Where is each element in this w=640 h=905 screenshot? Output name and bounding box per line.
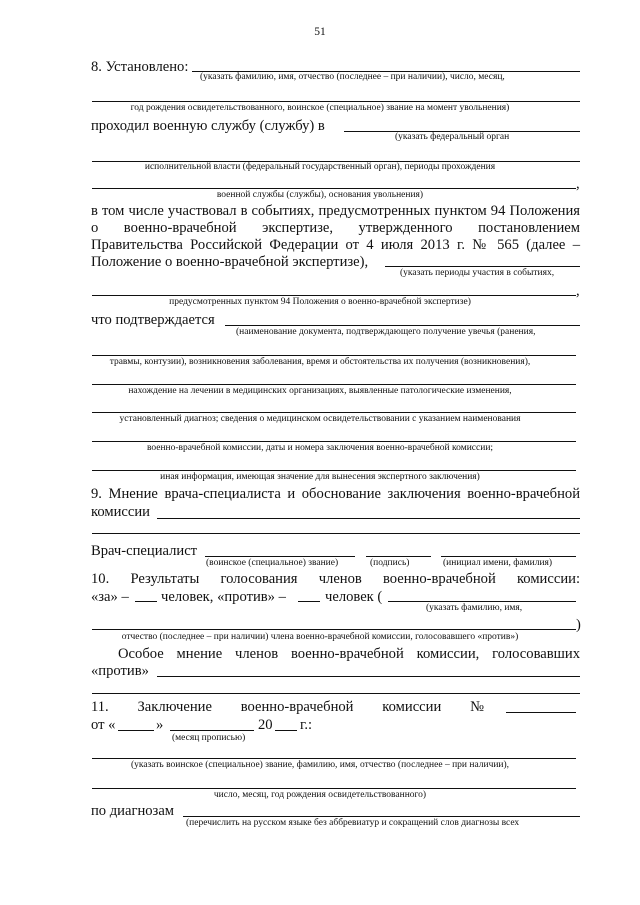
fill-line xyxy=(92,412,576,413)
paragraph-line: Правительства Российской Федерации от 4 июля 2013 г. № 565 (далее – xyxy=(91,237,580,253)
paragraph-line: Положение о военно-врачебной экспертизе), xyxy=(91,254,369,270)
fill-line xyxy=(157,676,580,677)
date-from-label: от « xyxy=(91,717,116,733)
hint-text: предусмотренных пунктом 94 Положения о военно-врачебной экспертизе) xyxy=(169,297,471,307)
fill-line xyxy=(366,556,431,557)
section-11-title: 11. Заключение военно-врачебной комиссии № xyxy=(91,699,484,715)
hint-text: иная информация, имеющая значение для вынесения экспертного заключения) xyxy=(160,472,480,482)
vote-za-label: «за» – xyxy=(91,589,129,605)
diagnosis-label: по диагнозам xyxy=(91,803,175,819)
fill-line xyxy=(157,518,580,519)
date-quote: » xyxy=(156,717,164,733)
vote-people-label: человек, «против» – xyxy=(161,589,286,605)
vote-people-label: человек ( xyxy=(325,589,383,605)
fill-line xyxy=(92,629,576,630)
hint-text: (указать фамилию, имя, xyxy=(426,603,523,613)
date-year: 20 xyxy=(258,717,273,733)
fill-line xyxy=(92,384,576,385)
fill-line xyxy=(92,355,576,356)
fill-line xyxy=(92,470,576,471)
hint-text: (месяц прописью) xyxy=(172,733,246,743)
hint-text: (перечислить на русском языке без аббревиатур и сокращений слов диагнозы всех xyxy=(186,818,520,828)
hint-text: (указать федеральный орган xyxy=(395,132,510,142)
hint-text: (подпись) xyxy=(370,558,410,568)
fill-line xyxy=(92,101,580,102)
doctor-label: Врач-специалист xyxy=(91,543,198,559)
fill-line xyxy=(170,730,254,731)
hint-text: число, месяц, год рождения освидетельствованного) xyxy=(213,790,427,800)
hint-text: (инициал имени, фамилия) xyxy=(443,558,553,568)
fill-line xyxy=(298,601,320,602)
comma: , xyxy=(576,283,580,299)
opinion-line: Особое мнение членов военно-врачебной комиссии, голосовавших xyxy=(118,646,580,662)
fill-line xyxy=(205,556,355,557)
hint-text: (указать фамилию, имя, отчество (последнее – при наличии), число, месяц, xyxy=(200,72,505,82)
paragraph-line: в том числе участвовал в событиях, предусмотренных пунктом 94 Положения xyxy=(91,203,580,219)
fill-line xyxy=(92,188,576,189)
confirmed-label: что подтверждается xyxy=(91,312,215,328)
fill-line xyxy=(275,730,297,731)
fill-line xyxy=(388,601,576,602)
fill-line xyxy=(92,295,576,296)
page-number: 51 xyxy=(314,26,326,38)
fill-line xyxy=(225,325,580,326)
against-label: «против» xyxy=(91,663,149,679)
comma: , xyxy=(576,176,580,192)
paragraph-line: о военно-врачебной экспертизе, утвержденного постановлением xyxy=(91,220,580,236)
hint-text: (указать воинское (специальное) звание, фамилию, имя, отчество (последнее – при наличии), xyxy=(130,760,510,770)
fill-line xyxy=(135,601,157,602)
fill-line xyxy=(441,556,576,557)
served-label: проходил военную службу (службу) в xyxy=(91,118,325,134)
date-g: г.: xyxy=(300,717,313,733)
hint-text: военной службы (службы), основания увольнения) xyxy=(216,190,424,200)
fill-line xyxy=(92,788,576,789)
section-9-title: 9. Мнение врача-специалиста и обоснование заключения военно-врачебной xyxy=(91,486,580,502)
hint-text: травмы, контузии), возникновения заболевания, время и обстоятельства их получения (возникновения), xyxy=(109,357,531,367)
close-paren: ) xyxy=(576,617,581,633)
fill-line xyxy=(92,693,580,694)
section-10-title: 10. Результаты голосования членов военно-врачебной комиссии: xyxy=(91,571,580,587)
hint-text: год рождения освидетельствованного, воинское (специальное) звание на момент увольнения) xyxy=(130,103,510,113)
hint-text: военно-врачебной комиссии, даты и номера заключения военно-врачебной комиссии; xyxy=(146,443,494,453)
hint-text: нахождение на лечении в медицинских организациях, выявленные патологические изменения, xyxy=(128,386,512,396)
hint-text: (воинское (специальное) звание) xyxy=(206,558,339,568)
fill-line xyxy=(92,533,580,534)
hint-text: установленный диагноз; сведения о медицинском освидетельствовании с указанием наименования xyxy=(119,414,521,424)
hint-text: исполнительной власти (федеральный государственный орган), периоды прохождения xyxy=(144,162,496,172)
fill-line xyxy=(92,441,576,442)
fill-line xyxy=(385,266,580,267)
hint-text: (наименование документа, подтверждающего получение увечья (ранения, xyxy=(236,327,536,337)
hint-text: (указать периоды участия в событиях, xyxy=(400,268,555,278)
fill-line xyxy=(183,816,580,817)
section-8-label: 8. Установлено: xyxy=(91,59,189,75)
fill-line xyxy=(118,730,154,731)
fill-line xyxy=(506,712,576,713)
hint-text: отчество (последнее – при наличии) члена военно-врачебной комиссии, голосовавшего «против») xyxy=(121,632,519,642)
fill-line xyxy=(92,758,576,759)
section-9-title-cont: комиссии xyxy=(91,504,150,520)
